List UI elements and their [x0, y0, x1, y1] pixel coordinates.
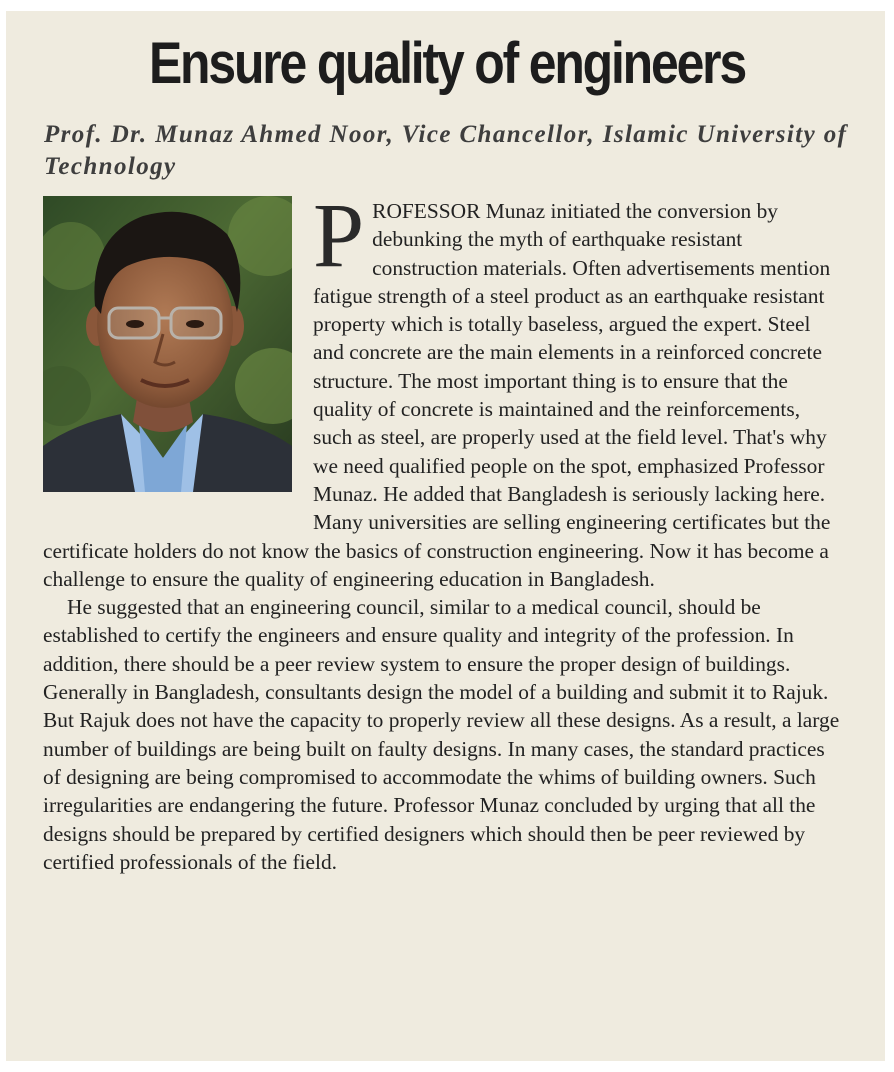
article-body	[43, 184, 843, 876]
byline: Prof. Dr. Munaz Ahmed Noor, Vice Chancellor, Islamic University of Technology	[44, 121, 848, 180]
drop-cap: P	[313, 184, 365, 286]
photo-wrap-spacer	[43, 197, 313, 509]
paragraph-1-text: ROFESSOR Munaz initiated the conversion by debunking the myth of earthquake resistant construction materials. Often advertisements mention fatigue strength of a steel product as an earthquake resistant property which is totally baseless, argued the expert. Steel and concrete are the main elements in a reinforced concrete structure. The most important thing is to ensure that the quality of concrete is maintained and the reinforcements, such as steel, are properly used at the field level. That's why we need qualified people on the spot, emphasized Professor Munaz. He added that Bangladesh is seriously lacking here. Many universities are selling engineering certificates but the certificate holders do not know the basics of construction engineering. Now it has become a challenge to ensure the quality of engineering education in Bangladesh.	[43, 199, 831, 591]
headline: Ensure quality of engineers	[148, 31, 746, 96]
paragraph-2: He suggested that an engineering council, similar to a medical council, should be established to certify the engineers and ensure quality and integrity of the profession. In addition, there should be a peer review system to ensure the proper design of buildings. Generally in Bangladesh, consultants design the model of a building and submit it to Rajuk. But Rajuk does not have the capacity to properly review all these designs. As a result, a large number of buildings are being built on faulty designs. In many cases, the standard practices of designing are being compromised to accommodate the whims of building owners. Such irregularities are endangering the future. Professor Munaz concluded by urging that all the designs should be prepared by certified designers which should then be peer reviewed by certified professionals of the field.	[43, 595, 840, 874]
